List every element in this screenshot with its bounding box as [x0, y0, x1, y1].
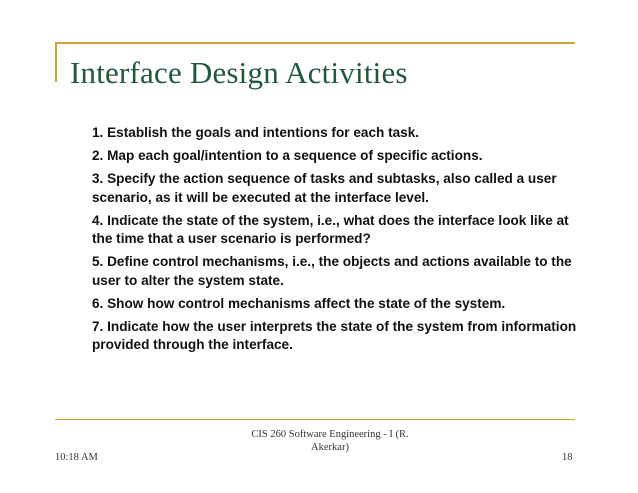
footer-author-line: Akerkar) [311, 442, 349, 453]
footer-page-number: 18 [562, 452, 573, 463]
list-item: 4. Indicate the state of the system, i.e., what does the interface look like at the time that a user scenario is performed? [92, 212, 569, 246]
list-item: 5. Define control mechanisms, i.e., the objects and actions available to the user to alter the system state. [92, 254, 572, 288]
top-rule [55, 42, 575, 44]
left-rule [55, 42, 57, 82]
list-item: 7. Indicate how the user interprets the state of the system from information provided through the interface. [92, 318, 577, 352]
footer-rule [55, 419, 575, 420]
footer-course-line: CIS 260 Software Engineering - I (R. [251, 429, 409, 440]
list-item: 6. Show how control mechanisms affect the state of the system. [92, 295, 506, 311]
list-item: 3. Specify the action sequence of tasks and subtasks, also called a user scenario, as it will be executed at the interface level. [92, 171, 557, 205]
activity-list [92, 124, 592, 359]
footer-time: 10:18 AM [55, 452, 98, 463]
footer-course [245, 428, 415, 454]
list-item: 2. Map each goal/intention to a sequence of specific actions. [92, 148, 483, 163]
slide-title: Interface Design Activities [70, 55, 408, 90]
list-item: 1. Establish the goals and intentions for each task. [92, 125, 420, 140]
